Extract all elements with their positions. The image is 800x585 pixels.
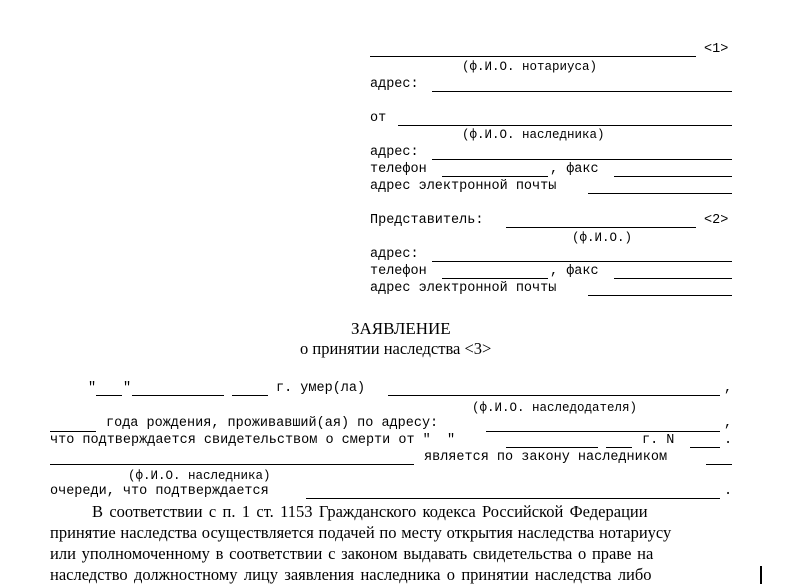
certificate-number-line <box>690 447 720 448</box>
representative-label: Представитель: <box>370 213 484 228</box>
period-1: . <box>724 433 733 448</box>
queue-number-line <box>706 464 732 465</box>
heir-caption-body: (ф.И.О. наследника) <box>128 469 271 483</box>
death-day-line <box>96 395 122 396</box>
heir-name-body-line <box>50 464 414 465</box>
document-subtitle: о принятии наследства <3> <box>300 339 492 358</box>
heir-name-line <box>398 125 732 126</box>
comma-2: , <box>724 416 733 431</box>
certificate-year-line <box>606 447 632 448</box>
rep-address-label: адрес: <box>370 247 419 262</box>
paragraph-line-1: В соответствии с п. 1 ст. 1153 Гражданского кодекса Российской Федерации <box>92 502 648 521</box>
footnote-2: <2> <box>704 213 729 228</box>
heir-caption-top: (ф.И.О. наследника) <box>462 128 605 142</box>
rep-email-line <box>588 295 732 296</box>
certificate-month-line <box>506 447 598 448</box>
heir-address-label: адрес: <box>370 145 419 160</box>
date-quote-open: " <box>88 381 97 396</box>
queue-label: очереди, что подтверждается <box>50 484 269 499</box>
from-label: от <box>370 111 387 126</box>
text-cursor <box>760 566 762 584</box>
representative-line <box>506 227 696 228</box>
notary-name-line <box>370 56 696 57</box>
deceased-name-line <box>388 395 720 396</box>
rep-phone-label: телефон <box>370 264 427 279</box>
representative-caption: (ф.И.О.) <box>572 231 633 245</box>
rep-email-label: адрес электронной почты <box>370 281 557 296</box>
is-heir-label: является по закону наследником <box>424 450 668 465</box>
rep-phone-line <box>442 278 548 279</box>
date-quote-close: " <box>123 381 132 396</box>
confirmation-line <box>306 498 720 499</box>
deceased-address-line <box>486 431 720 432</box>
born-lived-label: года рождения, проживавший(ая) по адресу: <box>106 416 439 431</box>
heir-fax-label: , факс <box>550 162 599 177</box>
rep-fax-line <box>614 278 732 279</box>
heir-email-line <box>588 193 732 194</box>
heir-email-label: адрес электронной почты <box>370 179 557 194</box>
comma-1: , <box>724 381 733 396</box>
paragraph-line-4: наследство должностному лицу заявления наследника о принятии наследства либо <box>50 565 652 584</box>
paragraph-line-2: принятие наследства осуществляется подачей по месту открытия наследства нотариусу <box>50 523 672 542</box>
city-number-label: г. N <box>642 433 675 448</box>
rep-address-line <box>432 261 732 262</box>
heir-address-line <box>432 159 732 160</box>
city-died-label: г. умер(ла) <box>276 381 366 396</box>
paragraph-line-3: или уполномоченному в соответствии с законом выдавать свидетельства о праве на <box>50 544 654 563</box>
footnote-1: <1> <box>704 42 729 57</box>
document-title: ЗАЯВЛЕНИЕ <box>351 319 451 338</box>
notary-address-line <box>432 91 732 92</box>
death-year-line <box>232 395 268 396</box>
certificate-label: что подтверждается свидетельством о смерти от " " <box>50 433 456 448</box>
heir-phone-label: телефон <box>370 162 427 177</box>
deceased-caption: (ф.И.О. наследодателя) <box>472 401 638 415</box>
heir-phone-line <box>442 176 548 177</box>
heir-fax-line <box>614 176 732 177</box>
birth-year-line <box>50 431 96 432</box>
notary-caption: (ф.И.О. нотариуса) <box>462 60 598 74</box>
rep-fax-label: , факс <box>550 264 599 279</box>
period-2: . <box>724 484 733 499</box>
notary-address-label: адрес: <box>370 77 419 92</box>
death-month-line <box>132 395 224 396</box>
